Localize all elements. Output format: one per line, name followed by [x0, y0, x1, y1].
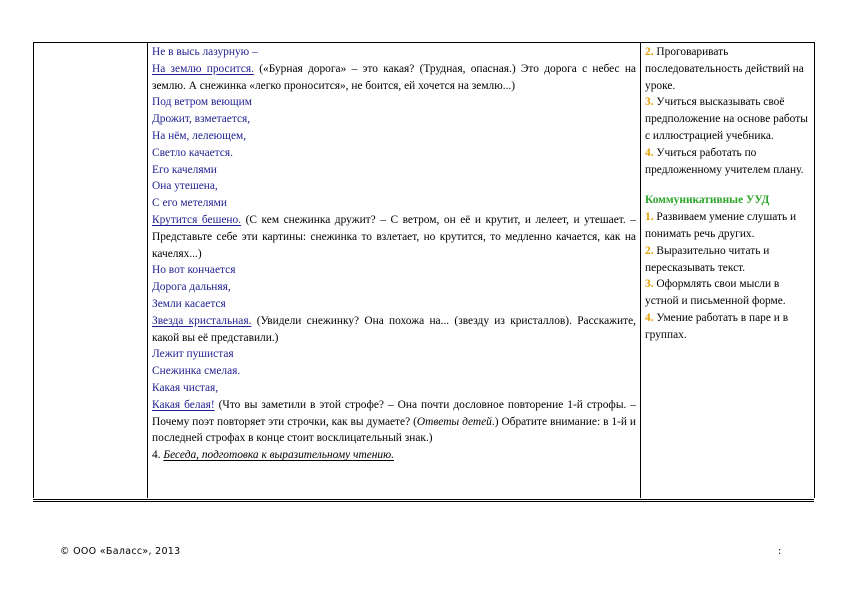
comm-item: 4. Умение работать в паре и в группах.	[645, 311, 789, 341]
poem-line: Дрожит, взметается,	[152, 113, 251, 126]
poem-line: Не в высь лазурную –	[152, 46, 258, 58]
poem-line: Под ветром веющим	[152, 96, 252, 109]
poem-line: На землю просится. («Бурная дорога» – это какая? (Трудная, опасная.) Это дорога с небес на землю. А снежинка «легко проносится», не боится, ей хочется на землю...)	[152, 62, 636, 92]
poem-line: Крутится бешено. (С кем снежинка дружит? – С ветром, он её и крутит, и лелеет, и утешает. – Представьте себе эти картины: снежинка то взлетает, но крутится, то медленно качается, как на качелях...)	[152, 213, 636, 260]
poem-line: Снежинка смелая.	[152, 365, 241, 378]
poem-line: Его качелями	[152, 163, 217, 176]
comm-item: 2. Выразительно читать и пересказывать текст.	[645, 244, 770, 274]
footer-copyright: © ООО «Баласс», 2013	[60, 546, 181, 557]
reg-item: 3. Учиться высказывать своё предположение на основе работы с иллюстрацией учебника.	[645, 96, 808, 142]
item-4: 4. Беседа, подготовка к выразительному чтению.	[152, 449, 394, 462]
poem-line: Светло качается.	[152, 146, 233, 159]
poem-line: Какая чистая,	[152, 381, 219, 394]
comm-heading: Коммуникативные УУД	[645, 194, 770, 207]
lesson-content-column	[152, 44, 636, 464]
table-divider-1	[147, 42, 148, 498]
uud-column	[645, 44, 813, 344]
poem-line: Но вот кончается	[152, 264, 236, 277]
table-divider-2	[640, 42, 641, 498]
poem-line: Лежит пушистая	[152, 348, 234, 361]
reg-item: 4. Учиться работать по предложенному учителем плану.	[645, 146, 804, 176]
poem-line: Звезда кристальная. (Увидели снежинку? Она похожа на... (звезду из кристаллов). Расскажите, какой вы её представили.)	[152, 314, 636, 344]
table-border-right	[814, 42, 815, 498]
poem-line: На нём, лелеющем,	[152, 129, 247, 142]
answers-italic: Ответы детей	[416, 415, 492, 428]
comm-item: 1. Развиваем умение слушать и понимать речь других.	[645, 211, 797, 240]
poem-line: Земли касается	[152, 297, 226, 310]
poem-line: Дорога дальняя,	[152, 281, 231, 294]
poem-line: Она утешена,	[152, 180, 218, 193]
footer-mark: :	[778, 546, 782, 557]
comm-item: 3. Оформлять свои мысли в устной и письменной форме.	[645, 278, 786, 308]
poem-line: Какая белая! (Что вы заметили в этой строфе? – Она почти дословное повторение 1-й строфы. – Почему поэт повторяет эти строчки, как вы думаете? (Ответы детей.) Обратите внимание: в 1-й и последней строфах в конце стоит восклицательный знак.)	[152, 398, 637, 445]
poem-line: С его метелями	[152, 197, 227, 210]
reg-item: 2. Проговаривать последовательность действий на уроке.	[645, 46, 804, 92]
table-border-left	[33, 42, 34, 498]
